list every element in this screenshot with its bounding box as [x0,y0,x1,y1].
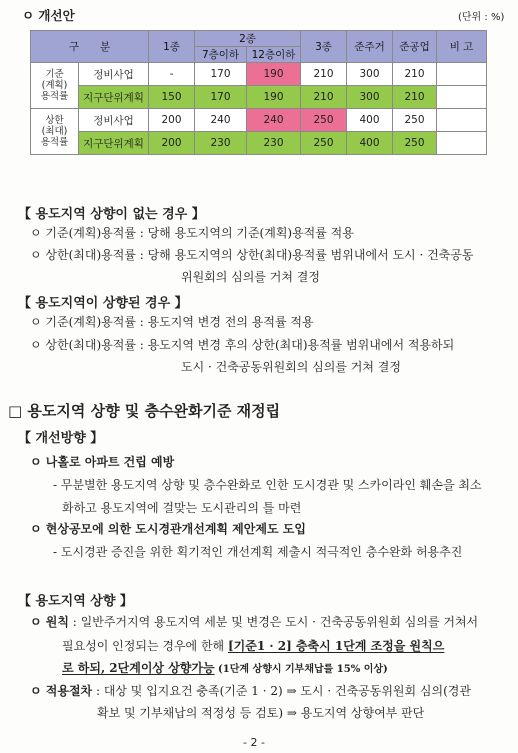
cell-note [437,109,487,132]
improvement-direction-title: 【 개선방향 】 [18,431,104,446]
header-type3: 3종 [301,31,347,63]
s1-line2: ㅇ 상한(최대)용적률 : 당해 용도지역의 상한(최대)용적률 범위내에서 도시 · 건축공동 [30,248,474,262]
s3-bullet2: ㅇ 현상공모에 의한 도시경관개선계획 제안제도 도입 [30,522,306,536]
row-group-max-label: 상한 (최대) 용적률 [40,115,69,148]
cell-value: 200 [149,109,195,132]
header-semi-residential: 준주거 [347,31,393,63]
header-type2: 2종 [195,31,301,47]
cell-note [437,63,487,86]
header-type1: 1종 [149,31,195,63]
cell-value: 400 [347,109,393,132]
s2-line3: 도시 · 건축공동위원회의 심의를 거쳐 결정 [181,360,401,374]
floor-area-ratio-table [30,30,487,155]
cell-value: 250 [301,132,347,155]
cell-value: 210 [393,63,437,86]
cell-sub: 정비사업 [79,109,149,132]
cell-value: 170 [195,63,247,86]
section-realignment-heading: □ 용도지역 상향 및 층수완화기준 재정립 [8,402,281,420]
s3-bullet2-detail1: - 도시경관 증진을 위한 획기적인 개선계획 제출시 적극적인 층수완화 허용추진 [53,545,463,559]
cell-value: 170 [195,86,247,109]
unit-label: (단위 : %) [458,12,505,23]
cell-note [437,86,487,109]
procedure-text1: : 대상 및 입지요건 충족(기준 1 · 2) ⇒ 도시 · 건축공동위원회 심의(경관 [92,684,471,698]
cell-value: 250 [301,109,347,132]
s2-line2: ㅇ 상한(최대)용적률 : 용도지역 변경 후의 상한(최대)용적률 범위내에서 적용하되 [30,338,455,352]
s4-procedure-line2: 확보 및 기부채납의 적정성 등 검토) ⇒ 용도지역 상향여부 판단 [97,706,425,720]
s4-principle-line1 [30,613,478,630]
section-upzoning-title: 【 용도지역 상향 】 [18,594,133,609]
header-note: 비 고 [437,31,487,63]
cell-sub: 정비사업 [79,63,149,86]
principle-text3a: 로 하되, 2단계이상 상향가능 [62,661,215,675]
cell-value: 250 [393,109,437,132]
cell-value: 300 [347,63,393,86]
row-group-max [31,109,79,155]
cell-value: 230 [247,132,301,155]
section-no-upzoning-title: 【 용도지역 상향이 없는 경우 】 [18,207,205,222]
principle-text2a: 필요성이 인정되는 경우에 한해 [62,639,228,653]
cell-value: 200 [149,132,195,155]
cell-value: 190 [247,86,301,109]
page-number: - 2 - [243,736,265,749]
cell-value: 300 [347,86,393,109]
principle-text1: 일반주거지역 용도지역 세분 및 변경은 도시 · 건축공동위원회 심의를 거쳐서 [80,615,479,629]
cell-value: 190 [247,63,301,86]
table-row [31,63,487,86]
procedure-label: ㅇ 적용절차 [30,684,93,698]
cell-value: 210 [393,86,437,109]
cell-value: 230 [195,132,247,155]
header-type2-7floors: 7층이하 [195,47,247,63]
principle-colon: : [68,615,81,629]
s4-principle-line2 [62,637,444,654]
cell-value: 240 [195,109,247,132]
cell-sub: 지구단위계획 [79,132,149,155]
cell-sub: 지구단위계획 [79,86,149,109]
cell-value: 240 [247,109,301,132]
s1-line1: ㅇ 기준(계획)용적률 : 당해 용도지역의 기준(계획)용적률 적용 [30,226,354,240]
s4-principle-line3 [62,659,388,676]
section-upzoned-title: 【 용도지역이 상향된 경우 】 [18,296,188,311]
row-group-base-label: 기준 (계획) 용적률 [40,69,69,102]
cell-value: 210 [301,63,347,86]
header-category: 구 분 [31,31,149,63]
cell-value: 210 [301,86,347,109]
row-group-base [31,63,79,109]
cell-note [437,132,487,155]
principle-text3b: (1단계 상향시 기부채납를 15% 이상) [214,664,388,675]
section-title-improvement: ㅇ 개선안 [22,8,75,23]
cell-value: 250 [393,132,437,155]
table-row [31,86,487,109]
s3-bullet1-detail1: - 무분별한 용도지역 상향 및 층수완화로 인한 도시경관 및 스카이라인 훼손을 최소 [53,478,482,492]
cell-value: 400 [347,132,393,155]
principle-label: ㅇ 원칙 [30,615,69,629]
header-type2-12floors: 12층이하 [247,47,301,63]
s2-line1: ㅇ 기준(계획)용적률 : 용도지역 변경 전의 용적률 적용 [30,315,314,329]
s4-procedure-line1 [30,682,471,699]
s3-bullet1: ㅇ 나홀로 아파트 건립 예방 [30,455,175,469]
header-semi-industrial: 준공업 [393,31,437,63]
s1-line3: 위원회의 심의를 거쳐 결정 [181,270,320,284]
s3-bullet1-detail2: 화하고 용도지역에 걸맞는 도시관리의 틀 마련 [62,501,302,515]
table-row [31,132,487,155]
cell-value: - [149,63,195,86]
principle-text2b: [기준1 · 2] 층축시 1단계 조정을 원칙으 [227,639,445,653]
table-row [31,109,487,132]
cell-value: 150 [149,86,195,109]
